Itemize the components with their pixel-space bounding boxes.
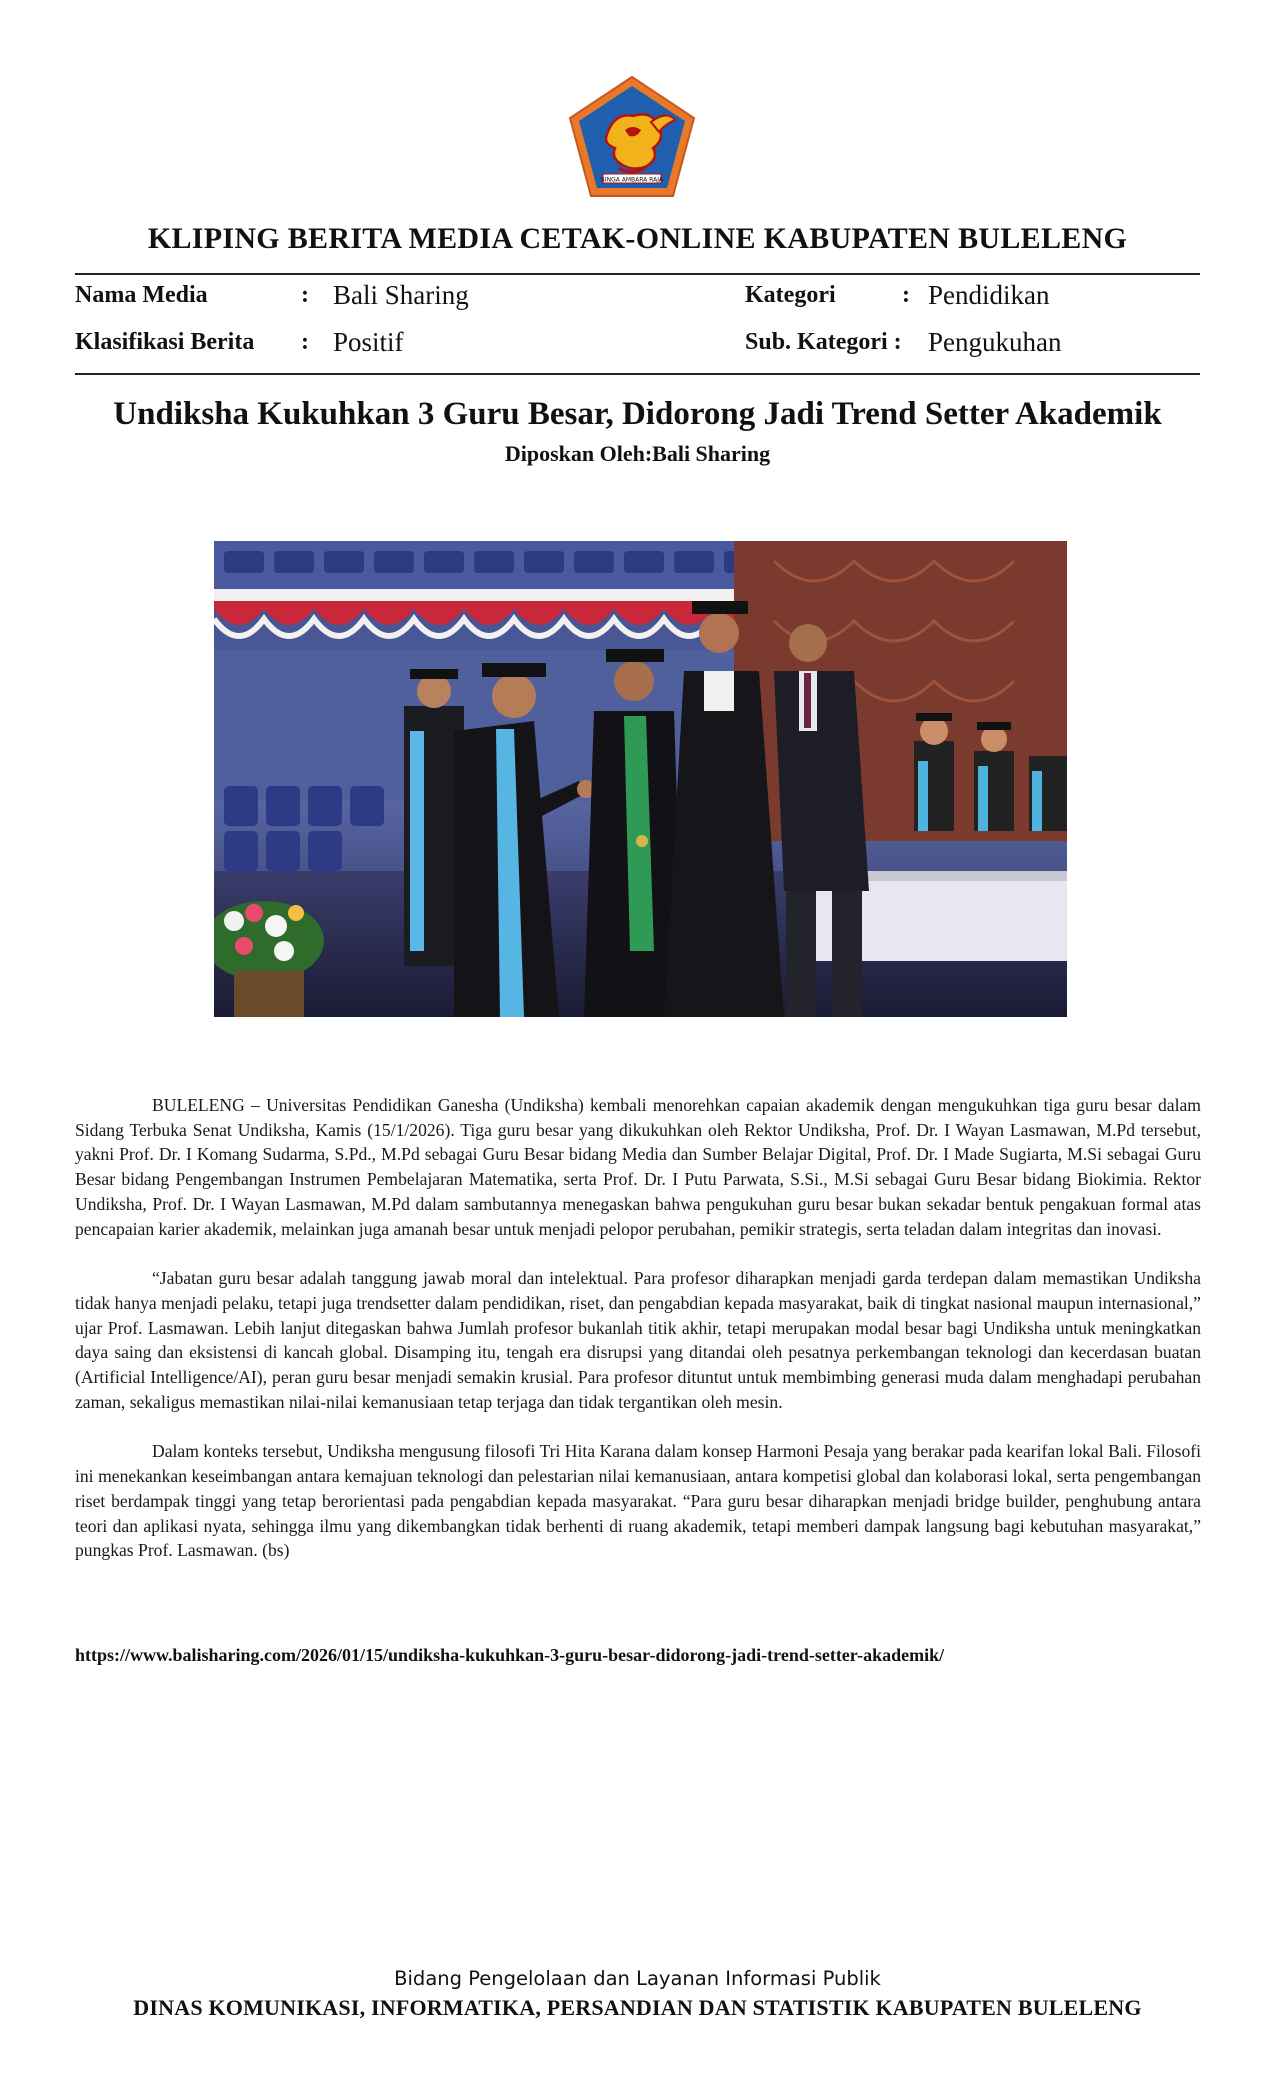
article-paragraph: Dalam konteks tersebut, Undiksha mengusung filosofi Tri Hita Karana dalam konsep Harmoni Pesaja yang berakar pada kearifan lokal Bali. Filosofi ini menekankan keseimbangan antara kemajuan teknologi dan pelestarian nilai kemanusiaan, antara kompetisi global dan kolaborasi lokal, serta pengembangan riset berdampak tinggi yang tetap berorientasi pada pengabdian kepada masyarakat. “Para guru besar diharapkan menjadi bridge builder, penghubung antara teori dan aplikasi nyata, sehingga ilmu yang dikembangkan tidak berhenti di ruang akademik, tetapi memberi dampak langsung bagi kebutuhan masyarakat,” pungkas Prof. Lasmawan. (bs)	[75, 1441, 1201, 1561]
nama-media-label: Nama Media	[75, 282, 208, 308]
nama-media-value: Bali Sharing	[333, 280, 469, 310]
article-headline: Undiksha Kukuhkan 3 Guru Besar, Didorong Jadi Trend Setter Akademik	[113, 396, 1162, 432]
klasifikasi-berita-colon: :	[301, 329, 309, 355]
nama-media-colon: :	[301, 282, 309, 308]
article-paragraph: BULELENG – Universitas Pendidikan Ganesha (Undiksha) kembali menorehkan capaian akademik dengan mengukuhkan tiga guru besar dalam Sidang Terbuka Senat Undiksha, Kamis (15/1/2026). Tiga guru besar yang dikukuhkan oleh Rektor Undiksha, Prof. Dr. I Wayan Lasmawan, M.Pd tersebut, yakni Prof. Dr. I Komang Sudarma, S.Pd., M.Pd sebagai Guru Besar bidang Media dan Sumber Belajar Digital, Prof. Dr. I Made Sugiarta, M.Si sebagai Guru Besar bidang Pengembangan Instrumen Pembelajaran Matematika, serta Prof. Dr. I Putu Parwata, S.Si., M.Si sebagai Guru Besar bidang Biokimia. Rektor Undiksha, Prof. Dr. I Wayan Lasmawan, M.Pd dalam sambutannya menegaskan bahwa pengukuhan guru besar bukan sekadar bentuk pengakuan formal atas pencapaian karier akademik, melainkan juga amanah besar untuk menjadi pelopor perubahan, pemikir strategis, serta teladan dalam integritas dan inovasi.	[75, 1095, 1201, 1239]
sub-kategori-value: Pengukuhan	[928, 327, 1062, 357]
crest-motto-text: SINGA AMBARA RAJA	[601, 176, 663, 184]
article-body	[75, 1093, 1201, 1588]
header-divider-top	[75, 273, 1200, 275]
header-divider-bottom	[75, 373, 1200, 375]
kategori-label: Kategori	[745, 282, 836, 308]
source-link[interactable]: https://www.balisharing.com/2026/01/15/undiksha-kukuhkan-3-guru-besar-didorong-jadi-trend-setter-akademik/	[75, 1645, 945, 1665]
klasifikasi-berita-value: Positif	[333, 327, 404, 357]
kategori-colon: :	[902, 282, 910, 308]
article-paragraph: “Jabatan guru besar adalah tanggung jawab moral dan intelektual. Para profesor diharapkan menjadi garda terdepan dalam memastikan Undiksha tidak hanya menjadi pelaku, tetapi juga trendsetter dalam pendidikan, riset, dan pengabdian kepada masyarakat, baik di tingkat nasional maupun internasional,” ujar Prof. Lasmawan. Lebih lanjut ditegaskan bahwa Jumlah profesor bukanlah titik akhir, tetapi merupakan modal besar bagi Undiksha untuk meningkatkan daya saing dan eksistensi di kancah global. Disamping itu, tengah era disrupsi yang ditandai oleh pesatnya perkembangan teknologi dan kecerdasan buatan (Artificial Intelligence/AI), peran guru besar menjadi semakin krusial. Para profesor dituntut untuk membimbing generasi muda dalam menghadapi perubahan zaman, sekaligus memastikan nilai-nilai kemanusiaan tetap terjaga dan tidak tergantikan oleh mesin.	[75, 1268, 1201, 1412]
document-title: KLIPING BERITA MEDIA CETAK-ONLINE KABUPATEN BULELENG	[147, 222, 1128, 255]
graduation-ceremony-photo	[214, 541, 1067, 1017]
kategori-value: Pendidikan	[928, 280, 1050, 310]
klasifikasi-berita-label: Klasifikasi Berita	[75, 329, 255, 355]
sub-kategori-label: Sub. Kategori :	[745, 329, 902, 355]
article-byline: Diposkan Oleh:Bali Sharing	[504, 441, 771, 466]
footer-agency-name: DINAS KOMUNIKASI, INFORMATIKA, PERSANDIAN DAN STATISTIK KABUPATEN BULELENG	[133, 1995, 1142, 2020]
footer-subtitle: Bidang Pengelolaan dan Layanan Informasi Publik	[394, 1967, 881, 1990]
buleleng-regency-crest-icon	[567, 74, 697, 200]
